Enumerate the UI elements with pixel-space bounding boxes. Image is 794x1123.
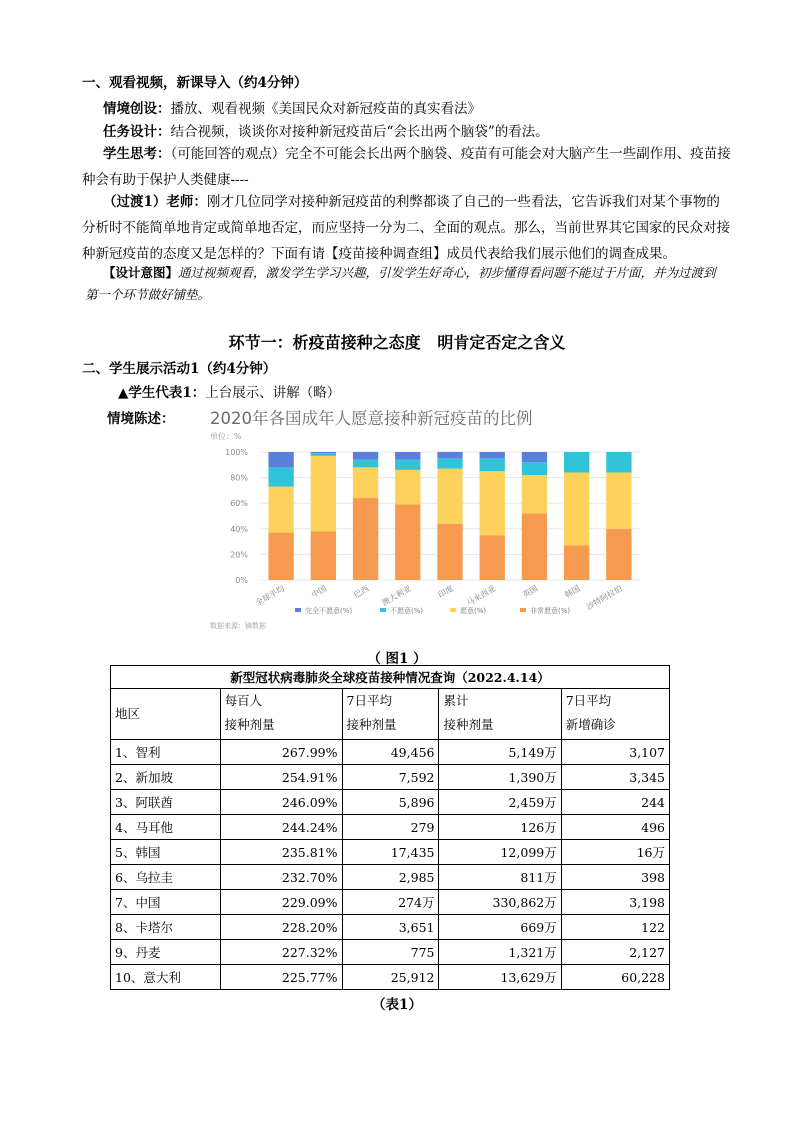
transition-label: （过渡1）老师：	[103, 194, 207, 210]
value-cell: 1,390万	[439, 765, 561, 790]
value-cell: 330,862万	[439, 890, 561, 915]
value-cell: 254.91%	[220, 765, 342, 790]
table-header-cell	[439, 689, 561, 740]
bar-segment	[606, 452, 631, 472]
header-line: 新增确诊	[565, 717, 616, 732]
value-cell: 496	[561, 815, 669, 840]
value-cell: 267.99%	[220, 740, 342, 765]
bar-segment	[353, 452, 378, 460]
legend-swatch	[295, 608, 301, 612]
value-cell: 244	[561, 790, 669, 815]
x-tick-label: 印度	[436, 583, 455, 600]
chart-unit-label: 单位：%	[210, 432, 242, 441]
x-tick-label: 澳大利亚	[380, 583, 413, 608]
task-label: 任务设计：	[103, 124, 171, 140]
value-cell: 25,912	[342, 965, 439, 990]
chart-y-axis	[225, 448, 248, 585]
bar-segment	[395, 470, 420, 505]
region-cell: 5、韩国	[111, 840, 221, 865]
task-text: 结合视频，谈谈你对接种新冠疫苗后“会长出两个脑袋”的看法。	[170, 124, 549, 140]
bar-segment	[395, 452, 420, 460]
bar-segment	[564, 472, 589, 545]
bar-segment	[268, 452, 293, 467]
table-row	[111, 915, 670, 940]
bar-segment	[606, 529, 631, 580]
y-tick-label: 20%	[230, 550, 248, 560]
bar-segment	[353, 498, 378, 580]
legend-swatch	[450, 608, 456, 612]
bar-segment	[395, 460, 420, 470]
value-cell: 12,099万	[439, 840, 561, 865]
chart-legend	[295, 606, 570, 615]
value-cell: 775	[342, 940, 439, 965]
transition-text: 刚才几位同学对接种新冠疫苗的利弊都谈了自己的一些看法，它告诉我们对某个事物的分析时不能简单地肯定或简单地否定，而应坚持一分为二、全面的观点。那么，当前世界其它国家的民众对接种新冠疫苗的态度又是怎样的？下面有请【疫苗接种调查组】成员代表给我们展示他们的调查成果。	[82, 194, 730, 262]
value-cell: 3,345	[561, 765, 669, 790]
value-cell: 274万	[342, 890, 439, 915]
legend-label: 非常愿意(%)	[530, 607, 571, 615]
bar-segment	[522, 462, 547, 475]
section2-heading: 二、学生展示活动1（约4分钟）	[82, 361, 277, 377]
table-header-cell	[111, 689, 221, 740]
region-cell: 3、阿联酋	[111, 790, 221, 815]
legend-label: 愿意(%)	[460, 607, 487, 615]
region-cell: 7、中国	[111, 890, 221, 915]
legend-swatch	[380, 608, 386, 612]
value-cell: 5,896	[342, 790, 439, 815]
x-tick-label: 马来西亚	[465, 583, 498, 608]
table-row	[111, 815, 670, 840]
think-paragraph	[82, 141, 732, 193]
chart-title: 2020年各国成年人愿意接种新冠疫苗的比例	[210, 409, 533, 428]
bar-segment	[480, 458, 505, 471]
bar-segment	[564, 452, 589, 472]
value-cell: 669万	[439, 915, 561, 940]
table-title: 新型冠状病毒肺炎全球疫苗接种情况查询（2022.4.14）	[111, 666, 670, 689]
table-caption: （表1）	[372, 997, 422, 1013]
value-cell: 13,629万	[439, 965, 561, 990]
value-cell: 126万	[439, 815, 561, 840]
value-cell: 244.24%	[220, 815, 342, 840]
value-cell: 49,456	[342, 740, 439, 765]
header-line: 接种剂量	[346, 717, 397, 732]
y-tick-label: 100%	[225, 448, 248, 457]
bar-segment	[437, 452, 462, 458]
bar-segment	[437, 458, 462, 468]
scene-line	[103, 97, 481, 117]
bar-segment	[353, 460, 378, 468]
bar-segment	[480, 535, 505, 580]
rep-text: 上台展示、讲解（略）	[205, 385, 341, 401]
bar-segment	[564, 545, 589, 580]
table-row	[111, 940, 670, 965]
value-cell: 60,228	[561, 965, 669, 990]
header-line: 接种剂量	[443, 717, 494, 732]
value-cell: 3,107	[561, 740, 669, 765]
bar-segment	[522, 475, 547, 513]
bar-segment	[268, 467, 293, 486]
think-text: （可能回答的观点）完全不可能会长出两个脑袋、疫苗有可能会对大脑产生一些副作用、疫苗接种会有助于保护人类健康----	[82, 146, 731, 188]
rep-line	[118, 381, 340, 401]
bar-segment	[606, 472, 631, 528]
section1-heading: 一、观看视频，新课导入（约4分钟）	[82, 75, 308, 91]
bar-segment	[268, 487, 293, 533]
x-tick-label: 英国	[521, 583, 540, 600]
value-cell: 811万	[439, 865, 561, 890]
rep-label: ▲学生代表1：	[118, 385, 206, 401]
x-tick-label: 全球平均	[253, 583, 287, 608]
stage1-title: 环节一：析疫苗接种之态度 明肯定否定之含义	[228, 333, 566, 352]
value-cell: 3,651	[342, 915, 439, 940]
design-label: 【设计意图】	[103, 265, 179, 280]
value-cell: 235.81%	[220, 840, 342, 865]
header-line: 接种剂量	[224, 717, 275, 732]
y-tick-label: 80%	[230, 473, 248, 483]
value-cell: 229.09%	[220, 890, 342, 915]
table-row	[111, 965, 670, 990]
transition-paragraph	[82, 189, 732, 267]
value-cell: 2,985	[342, 865, 439, 890]
think-label: 学生思考：	[103, 146, 171, 162]
value-cell: 246.09%	[220, 790, 342, 815]
value-cell: 232.70%	[220, 865, 342, 890]
table-header-cell	[561, 689, 669, 740]
y-tick-label: 40%	[230, 524, 248, 534]
x-tick-label: 中国	[309, 583, 329, 600]
x-tick-label: 韩国	[563, 583, 582, 600]
header-line: 7日平均	[565, 693, 612, 708]
table-row	[111, 765, 670, 790]
table-header-cell	[220, 689, 342, 740]
bar-segment	[480, 471, 505, 535]
task-line	[103, 120, 549, 140]
x-tick-label: 巴西	[352, 583, 371, 600]
bar-segment	[522, 513, 547, 580]
bar-segment	[311, 531, 336, 580]
legend-swatch	[520, 608, 526, 612]
value-cell: 227.32%	[220, 940, 342, 965]
bar-segment	[311, 452, 336, 453]
design-text: 通过视频观看，激发学生学习兴趣，引发学生好奇心，初步懂得看问题不能过于片面，并为过渡到第一个环节做好铺垫。	[85, 265, 716, 302]
table-header-row	[111, 689, 670, 740]
chart-source: 数据来源：镝数据	[210, 622, 266, 630]
value-cell: 2,127	[561, 940, 669, 965]
header-line: 每百人	[224, 693, 263, 708]
region-cell: 2、新加坡	[111, 765, 221, 790]
bar-segment	[395, 504, 420, 580]
table-row	[111, 890, 670, 915]
value-cell: 17,435	[342, 840, 439, 865]
value-cell: 1,321万	[439, 940, 561, 965]
table-header-cell	[342, 689, 439, 740]
chart-bars	[268, 452, 631, 580]
vaccine-willingness-chart	[200, 402, 645, 632]
bar-segment	[311, 453, 336, 456]
value-cell: 2,459万	[439, 790, 561, 815]
bar-segment	[437, 469, 462, 524]
y-tick-label: 60%	[230, 499, 248, 509]
value-cell: 3,198	[561, 890, 669, 915]
scene-text: 播放、观看视频《美国民众对新冠疫苗的真实看法》	[170, 101, 481, 117]
bar-segment	[480, 452, 505, 458]
legend-label: 不愿意(%)	[390, 607, 424, 615]
region-cell: 8、卡塔尔	[111, 915, 221, 940]
region-cell: 9、丹麦	[111, 940, 221, 965]
header-line: 地区	[115, 706, 141, 721]
design-paragraph	[85, 262, 725, 306]
bar-segment	[522, 452, 547, 462]
header-line: 7日平均	[346, 693, 392, 708]
legend-label: 完全不愿意(%)	[305, 607, 353, 615]
region-cell: 1、智利	[111, 740, 221, 765]
table-row	[111, 865, 670, 890]
table-row	[111, 840, 670, 865]
region-cell: 10、意大利	[111, 965, 221, 990]
region-cell: 6、乌拉圭	[111, 865, 221, 890]
bar-segment	[311, 456, 336, 532]
region-cell: 4、马耳他	[111, 815, 221, 840]
value-cell: 5,149万	[439, 740, 561, 765]
vaccination-table	[110, 665, 670, 990]
table-row	[111, 740, 670, 765]
bar-segment	[353, 467, 378, 498]
value-cell: 16万	[561, 840, 669, 865]
value-cell: 279	[342, 815, 439, 840]
bar-segment	[268, 533, 293, 580]
value-cell: 398	[561, 865, 669, 890]
table-row	[111, 790, 670, 815]
figure-caption: （ 图1 ）	[367, 651, 427, 667]
value-cell: 225.77%	[220, 965, 342, 990]
x-tick-label: 沙特阿拉伯	[584, 583, 624, 612]
value-cell: 7,592	[342, 765, 439, 790]
header-line: 累计	[443, 693, 469, 708]
bar-segment	[437, 524, 462, 580]
scene-label: 情境创设：	[103, 101, 171, 117]
value-cell: 228.20%	[220, 915, 342, 940]
situation-label: 情境陈述：	[107, 411, 175, 427]
y-tick-label: 0%	[235, 576, 248, 585]
value-cell: 122	[561, 915, 669, 940]
